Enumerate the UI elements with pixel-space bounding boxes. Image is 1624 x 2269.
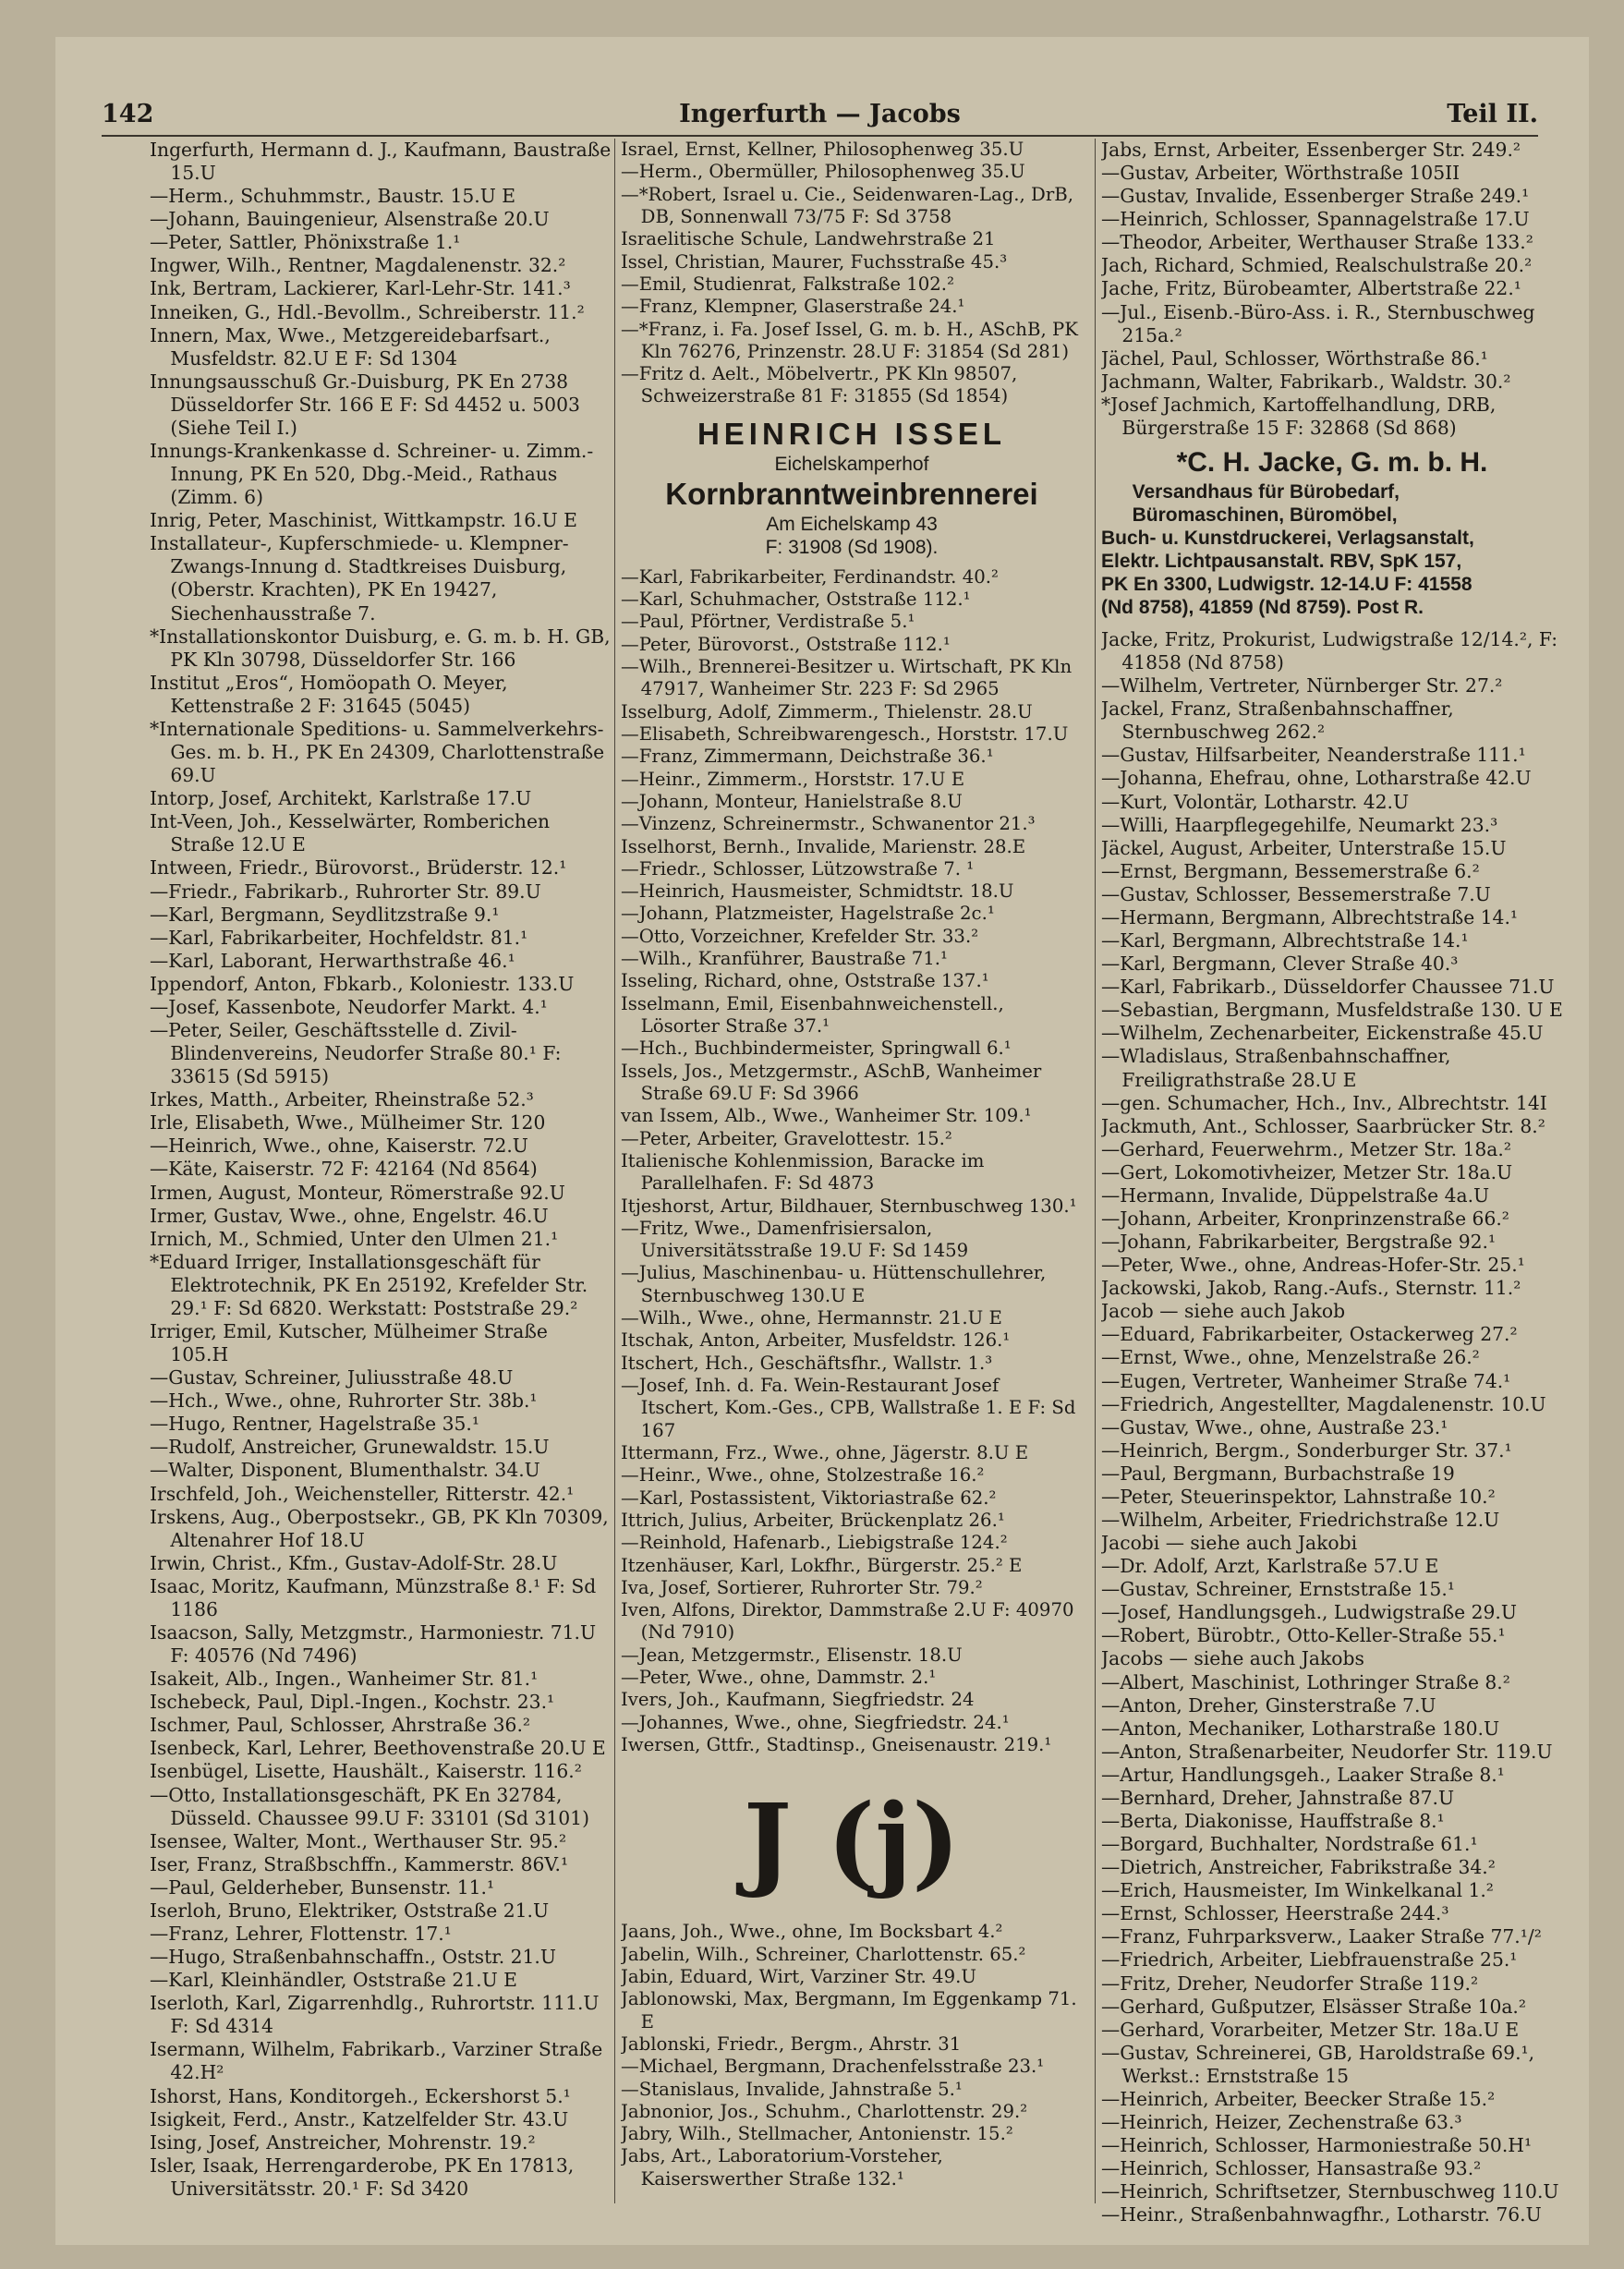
directory-entry: —Heinrich, Bergm., Sonderburger Str. 37.¹	[1101, 1438, 1512, 1462]
directory-entry: Irwin, Christ., Kfm., Gustav-Adolf-Str. 28.U	[150, 1551, 558, 1574]
entry-list	[621, 1921, 1083, 2190]
directory-entry: —Erich, Hausmeister, Im Winkelkanal 1.²	[1101, 1879, 1494, 1902]
part-label: Teil II.	[1447, 100, 1538, 128]
directory-entry: —Friedrich, Arbeiter, Liebfrauenstraße 25.¹	[1101, 1948, 1518, 1972]
directory-entry: —Wladislaus, Straßenbahnschaffner, Freiligrathstraße 28.U E	[1101, 1045, 1451, 1091]
directory-entry: Isaacson, Sally, Metzgmstr., Harmoniestr. 71.U F: 40576 (Nd 7496)	[150, 1621, 597, 1668]
directory-entry: Innungs-Krankenkasse d. Schreiner- u. Zimm.-Innung, PK En 520, Dbg.-Meid., Rathaus (Zimm. 6)	[150, 440, 594, 509]
directory-entry: —Johann, Fabrikarbeiter, Bergstraße 92.¹	[1101, 1231, 1497, 1254]
directory-entry: —Wilhelm, Vertreter, Nürnberger Str. 27.²	[1101, 674, 1503, 698]
directory-entry: —Franz, Zimmermann, Deichstraße 36.¹	[621, 746, 994, 768]
directory-entry: —gen. Schumacher, Hch., Inv., Albrechtstr. 14I	[1101, 1091, 1547, 1114]
directory-entry: —Fritz, Wwe., Damenfrisiersalon, Universitätsstraße 19.U F: Sd 1459	[621, 1217, 969, 1262]
directory-entry: —Peter, Wwe., ohne, Dammstr. 2.¹	[621, 1667, 937, 1689]
directory-entry: —Karl, Bergmann, Albrechtstraße 14.¹	[1101, 929, 1469, 952]
directory-entry: Jacob — siehe auch Jakob	[1101, 1300, 1346, 1323]
directory-entry: —Fritz, Dreher, Neudorfer Straße 119.²	[1101, 1972, 1479, 1995]
column-divider	[1095, 139, 1096, 2203]
directory-entry: Ink, Bertram, Lackierer, Karl-Lehr-Str. 141.³	[150, 277, 571, 300]
directory-entry: —Jean, Metzgermstr., Elisenstr. 18.U	[621, 1644, 963, 1666]
directory-entry: Jäckel, August, Arbeiter, Unterstraße 15.U	[1101, 836, 1507, 859]
directory-entry: —Wilh., Kranführer, Baustraße 71.¹	[621, 948, 948, 970]
directory-entry: —Johann, Arbeiter, Kronprinzenstraße 66.²	[1101, 1207, 1509, 1230]
directory-entry: Ishorst, Hans, Konditorgeh., Eckershorst 5.¹	[150, 2084, 571, 2107]
directory-entry: Jächel, Paul, Schlosser, Wörthstraße 86.¹	[1101, 346, 1488, 370]
directory-entry: Itzenhäuser, Karl, Lokfhr., Bürgerstr. 25.² E	[621, 1554, 1023, 1576]
directory-entry: —Anton, Straßenarbeiter, Neudorfer Str. 119.U	[1101, 1740, 1553, 1763]
directory-entry: Isselburg, Adolf, Zimmerm., Thielenstr. 28.U	[621, 700, 1033, 722]
directory-entry: *Josef Jachmich, Kartoffelhandlung, DRB, Bürgerstraße 15 F: 32868 (Sd 868)	[1101, 393, 1497, 439]
ad-business: Kornbranntweinbrennerei	[665, 476, 1038, 511]
entry-list	[621, 139, 1083, 408]
directory-entry: Issel, Christian, Maurer, Fuchsstraße 45.³	[621, 250, 1008, 273]
directory-entry: —Josef, Inh. d. Fa. Wein-Restaurant Josef Itschert, Kom.-Ges., CPB, Wallstraße 1. E F: Sd 167	[621, 1375, 1076, 1441]
directory-entry: —Karl, Postassistent, Viktoriastraße 62.²	[621, 1486, 997, 1509]
directory-entry: —Reinhold, Hafenarb., Liebigstraße 124.²	[621, 1532, 1008, 1554]
directory-entry: Irkes, Matth., Arbeiter, Rheinstraße 52.³	[150, 1088, 534, 1111]
directory-entry: Innungsausschuß Gr.-Duisburg, PK En 2738 Düsseldorfer Str. 166 E F: Sd 4452 u. 5003 (Siehe Teil I.)	[150, 370, 580, 439]
directory-entry: —Dietrich, Anstreicher, Fabrikstraße 34.²	[1101, 1856, 1496, 1879]
directory-entry: —Paul, Gelderheber, Bunsenstr. 11.¹	[150, 1875, 495, 1899]
directory-entry: —Elisabeth, Schreibwarengesch., Horststr. 17.U	[621, 722, 1069, 745]
directory-entry: Inneiken, G., Hdl.-Bevollm., Schreiberstr. 11.²	[150, 300, 585, 323]
directory-entry: —Hugo, Straßenbahnschaffn., Oststr. 21.U	[150, 1946, 556, 1969]
directory-entry: —Anton, Dreher, Ginsterstraße 7.U	[1101, 1693, 1436, 1717]
directory-entry: Jacobi — siehe auch Jakobi	[1101, 1532, 1358, 1555]
directory-entry: Isler, Isaak, Herrengarderobe, PK En 17813, Universitätsstr. 20.¹ F: Sd 3420	[150, 2154, 575, 2200]
directory-entry: —Robert, Bürobtr., Otto-Keller-Straße 55.¹	[1101, 1624, 1506, 1647]
directory-entry: —Karl, Fabrikarb., Düsseldorfer Chaussee 71.U	[1101, 976, 1555, 999]
directory-entry: —Berta, Diakonisse, Hauffstraße 8.¹	[1101, 1810, 1445, 1832]
directory-entry: —Hermann, Invalide, Düppelstraße 4a.U	[1101, 1183, 1490, 1207]
ad-company-name: HEINRICH ISSEL	[697, 416, 1007, 451]
directory-entry: —Josef, Kassenbote, Neudorfer Markt. 4.¹	[150, 995, 548, 1018]
directory-entry: Isseling, Richard, ohne, Oststraße 137.¹	[621, 970, 989, 992]
directory-entry: Israelitische Schule, Landwehrstraße 21	[621, 228, 996, 250]
directory-entry: Jabnonior, Jos., Schuhm., Charlottenstr. 29.²	[621, 2100, 1028, 2122]
directory-entry: —Hch., Buchbindermeister, Springwall 6.¹	[621, 1037, 1012, 1060]
directory-entry: Jabin, Eduard, Wirt, Varziner Str. 49.U	[621, 1965, 976, 1987]
directory-entry: —Heinrich, Schriftsetzer, Sternbuschweg 110.U	[1101, 2180, 1559, 2203]
directory-entry: —Gustav, Wwe., ohne, Austraße 23.¹	[1101, 1415, 1448, 1438]
directory-entry: —Stanislaus, Invalide, Jahnstraße 5.¹	[621, 2078, 963, 2100]
directory-entry: —Heinrich, Hausmeister, Schmidtstr. 18.U	[621, 880, 1014, 903]
directory-entry: —Hch., Wwe., ohne, Ruhrorter Str. 38b.¹	[150, 1389, 538, 1413]
directory-entry: Isakeit, Alb., Ingen., Wanheimer Str. 81.¹	[150, 1668, 539, 1691]
directory-entry: Isselmann, Emil, Eisenbahnweichenstell., Lösorter Straße 37.¹	[621, 992, 1004, 1037]
directory-entry: —Hermann, Bergmann, Albrechtstraße 14.¹	[1101, 905, 1519, 928]
directory-entry: —Paul, Pförtner, Verdistraße 5.¹	[621, 611, 915, 633]
directory-entry: —Rudolf, Anstreicher, Grunewaldstr. 15.U	[150, 1436, 550, 1459]
directory-entry: —Peter, Steuerinspektor, Lahnstraße 10.²	[1101, 1485, 1496, 1508]
directory-entry: Isaac, Moritz, Kaufmann, Münzstraße 8.¹ F: Sd 1186	[150, 1574, 597, 1620]
directory-entry: —*Robert, Israel u. Cie., Seidenwaren-Lag., DrB, DB, Sonnenwall 73/75 F: Sd 3758	[621, 183, 1073, 227]
directory-entry: —Herm., Schuhmmstr., Baustr. 15.U E	[150, 185, 516, 208]
directory-entry: —Heinrich, Schlosser, Spannagelstraße 17.U	[1101, 208, 1530, 231]
directory-entry: —Gustav, Schreiner, Ernststraße 15.¹	[1101, 1578, 1455, 1601]
directory-entry: Iva, Josef, Sortierer, Ruhrorter Str. 79.²	[621, 1576, 983, 1598]
directory-entry: —Eugen, Vertreter, Wanheimer Straße 74.¹	[1101, 1369, 1511, 1392]
directory-entry: —Friedrich, Angestellter, Magdalenenstr. 10.U	[1101, 1392, 1546, 1415]
ad-place: Eichelskamperhof	[774, 453, 929, 475]
directory-entry: van Issem, Alb., Wwe., Wanheimer Str. 109.¹	[621, 1105, 1032, 1127]
directory-entry: —Heinrich, Arbeiter, Beecker Straße 15.²	[1101, 2087, 1496, 2110]
directory-entry: —Gustav, Schreiner, Juliusstraße 48.U	[150, 1366, 514, 1389]
directory-entry: Jablonowski, Max, Bergmann, Im Eggenkamp 71. E	[621, 1988, 1077, 2032]
directory-entry: Ingerfurth, Hermann d. J., Kaufmann, Baustraße 15.U	[150, 139, 612, 185]
directory-entry: Iser, Franz, Straßbschffn., Kammerstr. 86V.¹	[150, 1852, 569, 1875]
directory-entry: Isigkeit, Ferd., Anstr., Katzelfelder Str. 43.U	[150, 2107, 569, 2130]
entry-list	[1101, 628, 1563, 2227]
directory-entry: Ittermann, Frz., Wwe., ohne, Jägerstr. 8.U E	[621, 1441, 1029, 1463]
column-3	[1101, 139, 1563, 2227]
directory-entry: Ising, Josef, Anstreicher, Mohrenstr. 19.²	[150, 2130, 536, 2154]
directory-entry: Intorp, Josef, Architekt, Karlstraße 17.U	[150, 787, 532, 810]
directory-entry: Israel, Ernst, Kellner, Philosophenweg 35.U	[621, 139, 1024, 160]
directory-entry: —Gerhard, Feuerwehrm., Metzer Str. 18a.²	[1101, 1137, 1511, 1160]
page-header	[102, 100, 1538, 137]
directory-entry: —Gustav, Invalide, Essenberger Straße 249.¹	[1101, 185, 1530, 208]
directory-entry: —Gerhard, Gußputzer, Elsässer Straße 10a.²	[1101, 1995, 1527, 2018]
directory-entry: —Hugo, Rentner, Hagelstraße 35.¹	[150, 1413, 480, 1436]
directory-entry: —Johann, Monteur, Hanielstraße 8.U	[621, 790, 963, 812]
directory-entry: Iserloth, Karl, Zigarrenhdlg., Ruhrortstr. 111.U F: Sd 4314	[150, 1992, 600, 2038]
directory-entry: —Franz, Fuhrparksverw., Laaker Straße 77.¹/²	[1101, 1925, 1542, 1948]
ad-line: Büromaschinen, Büromöbel,	[1132, 504, 1398, 527]
ad-line: (Nd 8758), 41859 (Nd 8759). Post R.	[1101, 597, 1424, 619]
directory-entry: —Gustav, Schreinerei, GB, Haroldstraße 69.¹, Werkst.: Ernststraße 15	[1101, 2041, 1535, 2087]
directory-entry: —Friedr., Fabrikarb., Ruhrorter Str. 89.U	[150, 880, 541, 903]
directory-entry: —Johann, Bauingenieur, Alsenstraße 20.U	[150, 208, 550, 231]
directory-entry: Isensee, Walter, Mont., Werthauser Str. 95.²	[150, 1829, 567, 1852]
directory-entry: Jabs, Art., Laboratorium-Vorsteher, Kaiserswerther Straße 132.¹	[621, 2145, 943, 2190]
column-divider	[614, 139, 615, 2203]
directory-entry: —Paul, Bergmann, Burbachstraße 19	[1101, 1462, 1455, 1485]
directory-entry: —Theodor, Arbeiter, Werthauser Straße 133.²	[1101, 231, 1533, 254]
directory-entry: —Ernst, Bergmann, Bessemerstraße 6.²	[1101, 859, 1480, 882]
directory-entry: —Heinrich, Wwe., ohne, Kaiserstr. 72.U	[150, 1134, 528, 1158]
directory-entry: —Johann, Platzmeister, Hagelstraße 2c.¹	[621, 903, 995, 925]
directory-entry: —Karl, Bergmann, Clever Straße 40.³	[1101, 952, 1459, 976]
directory-entry: Isenbeck, Karl, Lehrer, Beethovenstraße 20.U E	[150, 1737, 606, 1760]
directory-entry: Irschfeld, Joh., Weichensteller, Ritterstr. 42.¹	[150, 1482, 575, 1505]
directory-entry: —Gustav, Arbeiter, Wörthstraße 105II	[1101, 162, 1460, 185]
directory-entry: —Karl, Kleinhändler, Oststraße 21.U E	[150, 1969, 517, 1992]
directory-entry: Ingwer, Wilh., Rentner, Magdalenenstr. 32.²	[150, 254, 566, 277]
directory-entry: Irriger, Emil, Kutscher, Mülheimer Straße 105.H	[150, 1319, 548, 1366]
directory-entry: —Johanna, Ehefrau, ohne, Lotharstraße 42.U	[1101, 767, 1532, 790]
entry-list	[1101, 139, 1563, 440]
ad-company-name: *C. H. Jacke, G. m. b. H.	[1176, 447, 1488, 479]
directory-entry: Iserloh, Bruno, Elektriker, Oststraße 21.U	[150, 1899, 550, 1922]
ad-street: Am Eichelskamp 43	[766, 513, 938, 535]
directory-entry: —Vinzenz, Schreinermstr., Schwanentor 21.³	[621, 813, 1036, 835]
directory-entry: —Peter, Sattler, Phönixstraße 1.¹	[150, 231, 461, 254]
directory-entry: —Michael, Bergmann, Drachenfelsstraße 23.¹	[621, 2056, 1045, 2078]
directory-entry: —Heinr., Straßenbahnwagfhr., Lotharstr. 76.U	[1101, 2203, 1542, 2227]
ad-line: PK En 3300, Ludwigstr. 12-14.U F: 41558	[1101, 574, 1473, 596]
entry-list	[621, 566, 1083, 1757]
directory-entry: Jacobs — siehe auch Jakobs	[1101, 1647, 1364, 1670]
directory-entry: Isselhorst, Bernh., Invalide, Marienstr. 28.E	[621, 835, 1026, 857]
directory-entry: —Wilh., Brennerei-Besitzer u. Wirtschaft, PK Kln 47917, Wanheimer Str. 223 F: Sd 2965	[621, 656, 1073, 700]
directory-entry: —Emil, Studienrat, Falkstraße 102.²	[621, 273, 954, 295]
directory-entry: Jaans, Joh., Wwe., ohne, Im Bocksbart 4.²	[621, 1921, 1003, 1943]
directory-entry: —Gert, Lokomotivheizer, Metzer Str. 18a.U	[1101, 1160, 1513, 1183]
directory-entry: Jachmann, Walter, Fabrikarb., Waldstr. 30.²	[1101, 370, 1511, 393]
directory-entry: —Julius, Maschinenbau- u. Hüttenschullehrer, Sternbuschweg 130.U E	[621, 1262, 1047, 1306]
directory-entry: —Albert, Maschinist, Lothringer Straße 8.²	[1101, 1670, 1510, 1693]
directory-entry: *Eduard Irriger, Installationsgeschäft für Elektrotechnik, PK En 25192, Krefelder Str. 29.¹ F: Sd 6820. Werkstatt: Poststraße 29.²	[150, 1250, 588, 1319]
directory-entry: Institut „Eros“, Homöopath O. Meyer, Kettenstraße 2 F: 31645 (5045)	[150, 671, 508, 717]
directory-entry: —Eduard, Fabrikarbeiter, Ostackerweg 27.²	[1101, 1323, 1518, 1346]
directory-entry: —Käte, Kaiserstr. 72 F: 42164 (Nd 8564)	[150, 1158, 538, 1181]
directory-entry: *Installationskontor Duisburg, e. G. m. b. H. GB, PK Kln 30798, Düsseldorfer Str. 166	[150, 625, 611, 671]
directory-entry: Jackel, Franz, Straßenbahnschaffner, Sternbuschweg 262.²	[1101, 698, 1454, 744]
directory-entry: —Kurt, Volontär, Lotharstr. 42.U	[1101, 790, 1410, 813]
directory-entry: —Karl, Fabrikarbeiter, Hochfeldstr. 81.¹	[150, 926, 528, 949]
directory-entry: —Friedr., Schlosser, Lützowstraße 7. ¹	[621, 857, 975, 880]
ad-phone: F: 31908 (Sd 1908).	[765, 536, 939, 558]
directory-entry: —Heinr., Zimmerm., Horststr. 17.U E	[621, 768, 965, 790]
directory-entry: —Wilh., Wwe., ohne, Hermannstr. 21.U E	[621, 1307, 1002, 1329]
column-2	[621, 139, 1083, 2190]
advertisement-issel	[621, 416, 1083, 559]
directory-entry: —Walter, Disponent, Blumenthalstr. 34.U	[150, 1459, 540, 1482]
directory-entry: Inrig, Peter, Maschinist, Wittkampstr. 16.U E	[150, 509, 577, 532]
directory-entry: Irmer, Gustav, Wwe., ohne, Engelstr. 46.U	[150, 1204, 549, 1227]
directory-entry: —Otto, Vorzeichner, Krefelder Str. 33.²	[621, 925, 979, 947]
directory-entry: —Karl, Schuhmacher, Oststraße 112.¹	[621, 588, 971, 611]
directory-entry: —Wilhelm, Zechenarbeiter, Eickenstraße 45.U	[1101, 1022, 1544, 1045]
page-title: Ingerfurth — Jacobs	[679, 100, 961, 128]
directory-entry: —Herm., Obermüller, Philosophenweg 35.U	[621, 161, 1025, 183]
directory-entry: —Peter, Bürovorst., Oststraße 112.¹	[621, 633, 951, 655]
column-1	[150, 139, 612, 2201]
directory-entry: —Artur, Handlungsgeh., Laaker Straße 8.¹	[1101, 1763, 1505, 1786]
directory-entry: Iwersen, Gttfr., Stadtinsp., Gneisenaustr. 219.¹	[621, 1734, 1052, 1755]
directory-entry: —Sebastian, Bergmann, Musfeldstraße 130. U E	[1101, 999, 1563, 1022]
ad-line: Buch- u. Kunstdruckerei, Verlagsanstalt,	[1101, 528, 1474, 550]
directory-entry: —Gerhard, Vorarbeiter, Metzer Str. 18a.U E	[1101, 2018, 1520, 2041]
directory-entry: Innern, Max, Wwe., Metzgereidebarfsart., Musfeldstr. 82.U E F: Sd 1304	[150, 323, 551, 370]
directory-entry: Int-Veen, Joh., Kesselwärter, Romberichen Straße 12.U E	[150, 810, 551, 856]
directory-entry: —Johannes, Wwe., ohne, Siegfriedstr. 24.¹	[621, 1711, 1010, 1733]
directory-entry: Irle, Elisabeth, Wwe., Mülheimer Str. 120	[150, 1111, 546, 1134]
directory-entry: Irnich, M., Schmied, Unter den Ulmen 21.¹	[150, 1227, 559, 1250]
advertisement-jacke	[1101, 445, 1563, 619]
directory-entry: Isenbügel, Lisette, Haushält., Kaiserstr. 116.²	[150, 1760, 582, 1783]
directory-entry: Ischmer, Paul, Schlosser, Ahrstraße 36.²	[150, 1714, 531, 1737]
header-rule	[102, 135, 1538, 137]
directory-entry: —Heinr., Wwe., ohne, Stolzestraße 16.²	[621, 1464, 985, 1486]
directory-entry: —Heinrich, Schlosser, Hansastraße 93.²	[1101, 2157, 1482, 2180]
directory-entry: —Wilhelm, Arbeiter, Friedrichstraße 12.U	[1101, 1508, 1500, 1531]
directory-entry: Itjeshorst, Artur, Bildhauer, Sternbuschweg 130.¹	[621, 1195, 1077, 1217]
directory-entry: —Anton, Mechaniker, Lotharstraße 180.U	[1101, 1717, 1500, 1740]
directory-entry: Jach, Richard, Schmied, Realschulstraße 20.²	[1101, 254, 1533, 277]
directory-entry: Itschert, Hch., Geschäftsfhr., Wallstr. 1.³	[621, 1352, 993, 1374]
ad-line: Elektr. Lichtpausanstalt. RBV, SpK 157,	[1101, 551, 1462, 573]
directory-entry: Isermann, Wilhelm, Fabrikarb., Varziner Straße 42.H²	[150, 2038, 603, 2084]
directory-entry: —Dr. Adolf, Arzt, Karlstraße 57.U E	[1101, 1555, 1439, 1578]
directory-entry: —Heinrich, Heizer, Zechenstraße 63.³	[1101, 2111, 1462, 2134]
directory-entry: Issels, Jos., Metzgermstr., ASchB, Wanheimer Straße 69.U F: Sd 3966	[621, 1060, 1042, 1104]
directory-entry: Ittrich, Julius, Arbeiter, Brückenplatz 26.¹	[621, 1509, 1005, 1531]
directory-entry: —Bernhard, Dreher, Jahnstraße 87.U	[1101, 1786, 1455, 1809]
directory-entry: Ivers, Joh., Kaufmann, Siegfriedstr. 24	[621, 1689, 975, 1711]
directory-entry: Irmen, August, Monteur, Römerstraße 92.U	[150, 1181, 565, 1204]
directory-entry: Jabs, Ernst, Arbeiter, Essenberger Str. 249.²	[1101, 139, 1521, 161]
directory-entry: —Gustav, Hilfsarbeiter, Neanderstraße 111.¹	[1101, 744, 1526, 767]
directory-entry: Jabry, Wilh., Stellmacher, Antonienstr. 15.²	[621, 2123, 1013, 2145]
directory-entry: —Fritz d. Aelt., Möbelvertr., PK Kln 98507, Schweizerstraße 81 F: 31855 (Sd 1854)	[621, 363, 1018, 407]
directory-entry: Jackmuth, Ant., Schlosser, Saarbrücker Str. 8.²	[1101, 1114, 1545, 1137]
directory-entry: —Franz, Klempner, Glaserstraße 24.¹	[621, 296, 965, 318]
directory-entry: *Internationale Speditions- u. Sammelverkehrs-Ges. m. b. H., PK En 24309, Charlottenstraße 69.U	[150, 717, 605, 787]
directory-entry: Jablonski, Friedr., Bergm., Ahrstr. 31	[621, 2032, 962, 2055]
directory-entry: Jacke, Fritz, Prokurist, Ludwigstraße 12/14.², F: 41858 (Nd 8758)	[1101, 628, 1558, 674]
directory-entry: Italienische Kohlenmission, Baracke im Parallelhafen. F: Sd 4873	[621, 1149, 985, 1195]
page-number: 142	[102, 100, 154, 128]
directory-entry: Jache, Fritz, Bürobeamter, Albertstraße 22.¹	[1101, 277, 1521, 300]
directory-entry: —Willi, Haarpflegegehilfe, Neumarkt 23.³	[1101, 813, 1498, 836]
directory-entry: —Gustav, Schlosser, Bessemerstraße 7.U	[1101, 882, 1491, 905]
directory-entry: Installateur-, Kupferschmiede- u. Klempner-Zwangs-Innung d. Stadtkreises Duisburg, (Oberstr. Krachten), PK En 19427, Siechenhausstraße 7.	[150, 532, 569, 625]
directory-entry: —Karl, Bergmann, Seydlitzstraße 9.¹	[150, 903, 500, 926]
directory-entry: —Jul., Eisenb.-Büro-Ass. i. R., Sternbuschweg 215a.²	[1101, 300, 1535, 346]
directory-entry: —Peter, Wwe., ohne, Andreas-Hofer-Str. 25.¹	[1101, 1254, 1525, 1277]
directory-entry: —*Franz, i. Fa. Josef Issel, G. m. b. H., ASchB, PK Kln 76276, Prinzenstr. 28.U F: 31854 (Sd 281)	[621, 318, 1078, 362]
directory-entry: Jabelin, Wilh., Schreiner, Charlottenstr. 65.²	[621, 1943, 1026, 1965]
directory-entry: —Ernst, Wwe., ohne, Menzelstraße 26.²	[1101, 1346, 1480, 1369]
section-initial: J (j)	[743, 1781, 961, 1901]
directory-entry: —Josef, Handlungsgeh., Ludwigstraße 29.U	[1101, 1601, 1517, 1624]
directory-entry: —Karl, Fabrikarbeiter, Ferdinandstr. 40.²	[621, 565, 999, 588]
directory-entry: —Peter, Seiler, Geschäftsstelle d. Zivil-Blindenvereins, Neudorfer Straße 80.¹ F: 33615 (Sd 5915)	[150, 1018, 562, 1088]
directory-entry: Ippendorf, Anton, Fbkarb., Koloniestr. 133.U	[150, 972, 575, 995]
directory-entry: Ischebeck, Paul, Dipl.-Ingen., Kochstr. 23.¹	[150, 1691, 555, 1714]
directory-entry: —Heinrich, Schlosser, Harmoniestraße 50.H¹	[1101, 2134, 1533, 2157]
directory-entry: Jackowski, Jakob, Rang.-Aufs., Sternstr. 11.²	[1101, 1277, 1521, 1300]
directory-entry: —Ernst, Schlosser, Heerstraße 244.³	[1101, 1902, 1449, 1925]
directory-entry: Intween, Friedr., Bürovorst., Brüderstr. 12.¹	[150, 856, 567, 880]
directory-entry: Itschak, Anton, Arbeiter, Musfeldstr. 126.¹	[621, 1329, 1011, 1352]
directory-entry: —Peter, Arbeiter, Gravelottestr. 15.²	[621, 1127, 952, 1149]
directory-entry: —Karl, Laborant, Herwarthstraße 46.¹	[150, 949, 515, 972]
directory-entry: —Franz, Lehrer, Flottenstr. 17.¹	[150, 1923, 452, 1946]
directory-entry: Iven, Alfons, Direktor, Dammstraße 2.U F: 40970 (Nd 7910)	[621, 1599, 1074, 1644]
directory-entry: —Borgard, Buchhalter, Nordstraße 61.¹	[1101, 1833, 1478, 1856]
ad-line: Versandhaus für Bürobedarf,	[1132, 481, 1400, 504]
directory-entry: Irskens, Aug., Oberpostsekr., GB, PK Kln 70309, Altenahrer Hof 18.U	[150, 1505, 609, 1551]
directory-entry: —Otto, Installationsgeschäft, PK En 32784, Düsseld. Chaussee 99.U F: 33101 (Sd 3101)	[150, 1783, 589, 1829]
